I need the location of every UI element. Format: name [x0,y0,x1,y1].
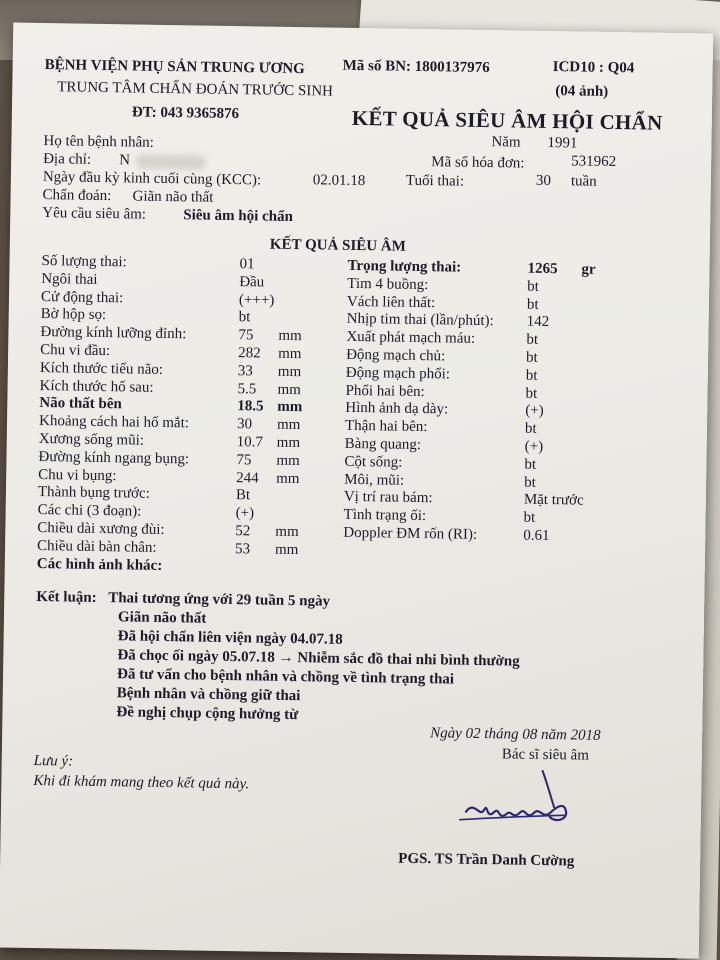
measurement-label: Bờ hộp sọ: [40,306,107,324]
measurement-unit: mm [277,381,302,398]
address-label: Địa chỉ: [43,151,92,168]
redacted-address [136,155,206,170]
measurement-value: 244 [236,469,259,487]
measurement-label: Chu vi đầu: [40,342,111,360]
conclusion-line: Đã tư vấn cho bệnh nhân và chồng về tình trạng thai [116,666,455,688]
measurement-unit: gr [581,261,596,278]
measurement-label: Khoảng cách hai hố mắt: [38,413,190,432]
measurement-unit: mm [278,327,302,345]
request-label: Yêu cầu siêu âm: [42,205,147,223]
lmp-value: 02.01.18 [312,172,366,190]
doctor-role: Bác sĩ siêu âm [501,746,590,764]
measurement-label: Chu vi bụng: [38,466,117,484]
measurement-value: Đầu [239,273,265,291]
birth-year-value: 1991 [547,134,578,152]
measurement-unit: mm [277,363,302,380]
measurement-label: Doppler ĐM rốn (RI): [343,524,478,543]
measurement-value: 0.61 [523,527,550,545]
gestational-age-unit: tuần [570,173,597,190]
gestational-age-value: 30 [535,172,552,190]
measurement-value: bt [524,420,537,438]
measurement-value: bt [527,278,540,295]
measurement-label: Đường kính ngang bụng: [38,448,190,468]
measurement-value: Mặt trước [523,492,584,509]
measurement-value: (+) [524,438,544,455]
measurement-value: 10.7 [236,434,264,451]
measurement-label: Vị trí rau bám: [343,489,433,507]
measurement-label: Phổi hai bên: [345,382,425,400]
measurement-value: 75 [238,327,254,344]
measurement-value: bt [525,385,538,402]
center-name: TRUNG TÂM CHẨN ĐOÁN TRƯỚC SINH [57,79,334,100]
measurement-value: 75 [236,451,252,469]
patient-id: Mã số BN: 1800137976 [342,57,490,77]
conclusion-line: Thai tương ứng với 29 tuần 5 ngày [108,590,331,610]
measurement-value: 1265 [527,260,558,278]
address-value: N [119,152,131,169]
request-value: Siêu âm hội chẩn [183,207,294,225]
measurement-value: bt [238,309,251,326]
report-title: KẾT QUẢ SIÊU ÂM HỘI CHẨN [351,105,663,135]
conclusion-line: Giãn não thất [117,609,207,627]
conclusion-label: Kết luận: [36,588,97,606]
measurement-unit: mm [278,345,302,363]
measurement-label: Các chi (3 đoạn): [37,502,142,520]
measurement-unit: mm [277,399,303,416]
patient-name-label: Họ tên bệnh nhân: [43,133,154,151]
conclusion-line: Đã hội chẩn liên viện ngày 04.07.18 [117,628,343,648]
invoice-value: 531962 [571,153,617,171]
measurement-unit: mm [276,434,301,452]
measurement-label: Đường kính lưỡng đỉnh: [40,324,187,343]
diagnosis-label: Chẩn đoán: [42,187,112,205]
note-text: Khi đi khám mang theo kết quả này. [33,772,250,793]
measurement-label: Kích thước tiểu não: [39,359,164,378]
measurement-value: 52 [235,523,251,540]
measurement-label: Xuất phát mạch máu: [346,329,476,348]
measurement-label: Bàng quang: [344,435,422,454]
gestational-age-label: Tuổi thai: [405,172,465,190]
lmp-label: Ngày đầu kỳ kinh cuối cùng (KCC): [42,169,262,189]
conclusion-line: Đề nghị chụp cộng hưởng từ [116,704,299,724]
measurement-value: (+) [235,505,255,522]
measurement-value: 53 [234,540,251,558]
measurement-label: Ngôi thai [41,270,98,288]
measurement-value: 5.5 [237,380,257,398]
diagnosis-value: Giãn não thất [132,188,214,206]
measurement-label: Chiều dài xương đùi: [37,520,165,538]
measurement-value: bt [525,367,538,384]
measurement-value: (+++) [238,291,275,309]
measurement-label: Động mạch chủ: [346,346,446,365]
note-title: Lưu ý: [33,752,74,770]
measurement-label: Vách liên thất: [346,293,436,311]
measurement-label: Thận hai bên: [344,418,428,436]
measurement-value: bt [526,331,539,349]
icd-code: ICD10 : Q04 [552,59,635,77]
measurement-value: 282 [238,345,261,362]
conclusion-line: Bệnh nhân và chồng giữ thai [116,685,301,705]
phone-number: ĐT: 043 9365876 [131,104,240,123]
results-title: KẾT QUẢ SIÊU ÂM [269,236,406,255]
measurement-value: bt [524,474,536,491]
measurement-label: Nhịp tim thai (lần/phút): [346,311,494,330]
measurement-unit: mm [275,523,299,541]
measurement-label: Tim 4 buồng: [347,275,429,293]
images-count: (04 ảnh) [555,83,609,100]
measurement-label: Môi, mũi: [344,471,405,489]
measurement-value: bt [524,456,537,473]
measurement-value: bt [526,296,539,313]
measurement-label: Kích thước hố sau: [39,377,154,396]
measurement-label: Các hình ảnh khác: [36,555,163,574]
birth-year-label: Năm [491,134,521,151]
measurement-value: 18.5 [237,398,264,415]
measurement-value: 01 [239,256,255,273]
doctor-signature [446,759,587,841]
measurement-unit: mm [276,470,300,487]
measurement-label: Xương sống mũi: [38,431,145,449]
measurement-unit: mm [274,541,299,558]
measurement-value: bt [525,349,538,366]
measurement-label: Cử động thai: [40,288,124,306]
measurement-label: Hình ảnh dạ dày: [345,400,449,418]
measurement-label: Tình trạng ối: [343,506,427,525]
measurement-label: Chiều dài bàn chân: [36,537,157,556]
measurement-label: Não thất bên [39,395,122,413]
measurement-value: 30 [236,416,253,433]
doctor-name: PGS. TS Trần Danh Cường [398,850,575,870]
ultrasound-report-sheet [0,23,713,959]
measurement-value: 33 [237,362,253,380]
measurement-label: Động mạch phổi: [345,364,451,383]
measurement-label: Trọng lượng thai: [347,257,462,276]
conclusion-line: Đã chọc ối ngày 05.07.18 → Nhiễm sắc đồ thai nhi bình thường [117,647,520,670]
measurement-value: 142 [526,314,550,331]
measurement-value: (+) [525,403,544,420]
invoice-label: Mã số hóa đơn: [431,154,525,172]
hospital-name: BỆNH VIỆN PHỤ SẢN TRUNG ƯƠNG [44,57,305,78]
measurement-unit: mm [276,416,301,434]
measurement-label: Cột sống: [344,453,403,471]
measurement-unit: mm [276,452,300,469]
measurement-value: bt [523,509,536,527]
measurement-value: Bt [235,487,251,504]
report-date: Ngày 02 tháng 08 năm 2018 [430,725,601,744]
measurement-label: Số lượng thai: [41,253,127,271]
measurement-label: Thành bụng trước: [37,484,150,503]
